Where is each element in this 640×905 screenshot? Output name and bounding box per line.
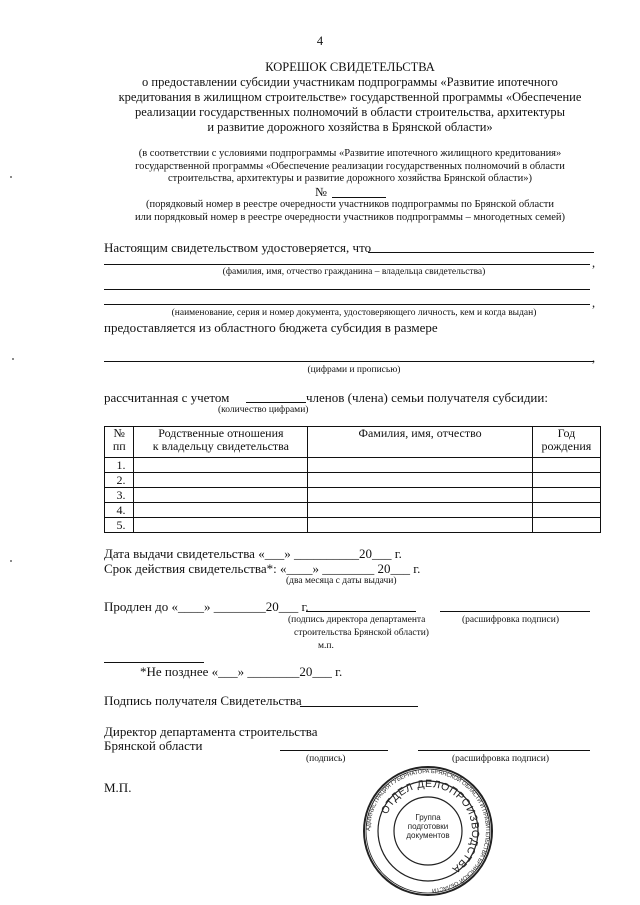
- heading-line: о предоставлении субсидии участникам подпрограммы «Развитие ипотечного: [142, 75, 558, 89]
- birth-year-cell[interactable]: [532, 473, 600, 488]
- director-signature-field[interactable]: [306, 611, 416, 612]
- table-row: [105, 458, 601, 473]
- director-title-1: Директор департамента строительства: [104, 724, 318, 739]
- comma: ,: [592, 296, 596, 310]
- decode-caption: (расшифровка подписи): [452, 754, 549, 764]
- conditions-line: (в соответствии с условиями подпрограммы «Развитие ипотечного жилищного кредитования»: [138, 148, 562, 159]
- recipient-signature-label: Подпись получателя Свидетельства: [104, 693, 302, 708]
- sign-caption: (подпись): [306, 754, 346, 764]
- calc-text-a: рассчитанная с учетом: [104, 390, 230, 405]
- director-caption-2: строительства Брянской области): [294, 628, 429, 638]
- official-seal: [362, 765, 494, 897]
- col-header-relation: Родственные отношения к владельцу свидетельства: [134, 427, 308, 458]
- family-table: [104, 426, 601, 533]
- stamp-place-label: М.П.: [104, 780, 132, 795]
- count-caption: (количество цифрами): [218, 405, 309, 415]
- fullname-cell[interactable]: [308, 518, 533, 533]
- row-number: 3.: [105, 488, 134, 503]
- conditions-block: [60, 148, 640, 186]
- heading-line: реализации государственных полномочий в области строительства, архитектуры: [134, 105, 566, 119]
- relation-cell[interactable]: [134, 518, 308, 533]
- scan-dot: [10, 176, 12, 178]
- director-decode-field-2[interactable]: [418, 750, 590, 751]
- registry-note-line: (порядковый номер в реестре очередности участников подпрограммы по Брянской области: [145, 199, 555, 210]
- relation-cell[interactable]: [134, 473, 308, 488]
- subsidy-text: предоставляется из областного бюджета субсидия в размере: [104, 320, 438, 335]
- registry-note: [60, 199, 640, 224]
- fullname-cell[interactable]: [308, 488, 533, 503]
- seal-ring-text: ОТДЕЛ ДЕЛОПРОИЗВОДСТВА: [378, 777, 482, 876]
- table-row: [105, 503, 601, 518]
- page-number: 4: [316, 34, 324, 48]
- issue-date-label: Дата выдачи свидетельства «___» __________20___ г.: [104, 546, 402, 561]
- registry-number-label: №: [315, 185, 327, 199]
- birth-year-cell[interactable]: [532, 518, 600, 533]
- relation-cell[interactable]: [134, 458, 308, 473]
- holder-name-field[interactable]: [368, 252, 594, 253]
- director-caption-1: (подпись директора департамента: [288, 615, 426, 625]
- table-header-row: [105, 427, 601, 458]
- row-number: 5.: [105, 518, 134, 533]
- table-row: [105, 488, 601, 503]
- fullname-cell[interactable]: [308, 473, 533, 488]
- extended-until-label: Продлен до «____» ________20___ г.: [104, 599, 309, 614]
- director-decode-field[interactable]: [440, 611, 590, 612]
- col-header-fullname: Фамилия, имя, отчество: [308, 427, 533, 458]
- valid-until-label: Срок действия свидетельства*: «____» ________ 20___ г.: [104, 561, 421, 576]
- row-number: 4.: [105, 503, 134, 518]
- calc-text-b: членов (члена) семьи получателя субсидии:: [306, 390, 548, 405]
- document-heading: [60, 60, 640, 135]
- fullname-cell[interactable]: [308, 458, 533, 473]
- relation-cell[interactable]: [134, 488, 308, 503]
- scan-dot: [12, 358, 14, 360]
- conditions-line: государственной программы «Обеспечение реализации государственных полномочий в области: [135, 160, 565, 172]
- decode-caption-small: (расшифровка подписи): [462, 615, 559, 625]
- recipient-signature-field[interactable]: [300, 706, 418, 707]
- col-header-birth-year: Год рождения: [532, 427, 600, 458]
- holder-name-field-2[interactable]: [104, 264, 590, 265]
- footnote-separator: [104, 662, 204, 663]
- birth-year-cell[interactable]: [532, 488, 600, 503]
- family-count-field[interactable]: [246, 402, 306, 403]
- id-document-field-2[interactable]: [104, 304, 590, 305]
- name-caption: (фамилия, имя, отчество гражданина – владельца свидетельства): [222, 267, 486, 277]
- director-title-2: Брянской области: [104, 738, 203, 753]
- fullname-cell[interactable]: [308, 503, 533, 518]
- col-header-number: № пп: [105, 427, 134, 458]
- subsidy-amount-field[interactable]: [104, 361, 594, 362]
- seal-center: Группа подготовки документов: [406, 813, 450, 840]
- certify-text: Настоящим свидетельством удостоверяется, что: [104, 240, 372, 255]
- director-sign-field[interactable]: [280, 750, 388, 751]
- valid-caption: (два месяца с даты выдачи): [286, 576, 397, 586]
- table-row: [105, 473, 601, 488]
- relation-cell[interactable]: [134, 503, 308, 518]
- registry-note-line: или порядковый номер в реестре очередности участников подпрограммы – многодетных семей): [135, 211, 565, 223]
- mp-small: м.п.: [318, 641, 334, 651]
- heading-line: кредитования в жилищном строительстве» государственной программы «Обеспечение: [118, 90, 582, 104]
- comma: ,: [592, 256, 596, 270]
- footnote: *Не позднее «___» ________20___ г.: [140, 664, 343, 679]
- heading-line: и развитие дорожного хозяйства в Брянской области»: [207, 120, 493, 134]
- document-title: КОРЕШОК СВИДЕТЕЛЬСТВА: [265, 60, 435, 74]
- comma: ,: [592, 351, 596, 365]
- row-number: 1.: [105, 458, 134, 473]
- id-document-field[interactable]: [104, 289, 590, 290]
- table-row: [105, 518, 601, 533]
- amount-caption: (цифрами и прописью): [307, 365, 401, 375]
- conditions-line: строительства, архитектуры и развитие дорожного хозяйства Брянской области»): [168, 173, 532, 184]
- birth-year-cell[interactable]: [532, 458, 600, 473]
- row-number: 2.: [105, 473, 134, 488]
- seal-outer-text: АДМИНИСТРАЦИЯ ГУБЕРНАТОРА БРЯНСКОЙ ОБЛАСТИ И ПРАВИТЕЛЬСТВА БРЯНСКОЙ ОБЛАСТИ: [365, 768, 491, 893]
- document-caption: (наименование, серия и номер документа, удостоверяющего личность, кем и когда выдан): [171, 308, 537, 318]
- scan-dot: [10, 560, 12, 562]
- birth-year-cell[interactable]: [532, 503, 600, 518]
- registry-number-field[interactable]: [332, 197, 386, 198]
